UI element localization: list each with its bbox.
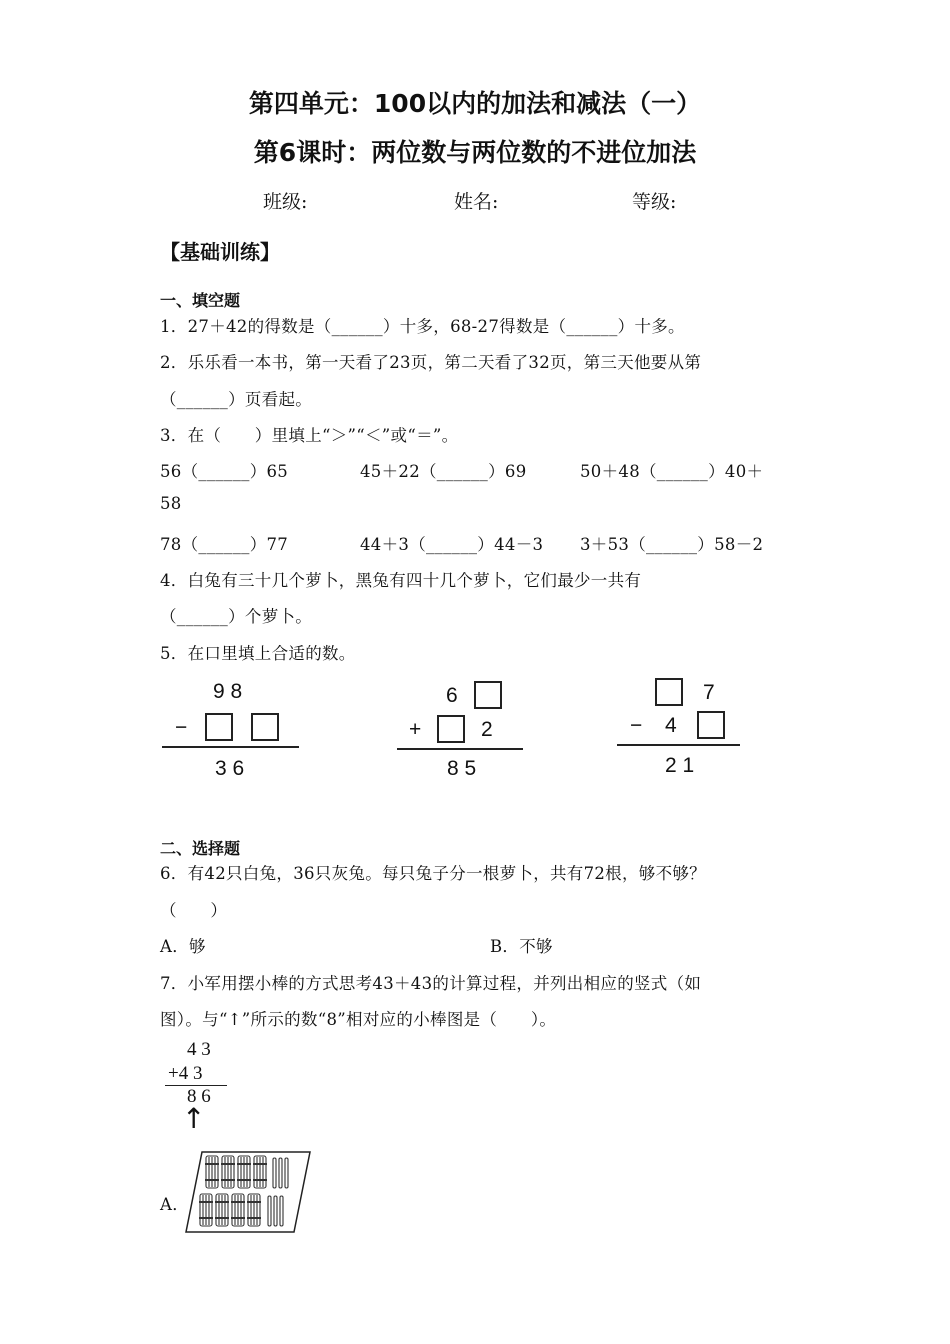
stick-bundle bbox=[205, 1156, 219, 1188]
answer-box[interactable] bbox=[205, 713, 233, 741]
sum-line bbox=[397, 748, 523, 750]
question-3: 3．在（ ）里填上“＞”“＜”或“＝”。 bbox=[160, 426, 459, 445]
answer-box[interactable] bbox=[474, 681, 502, 709]
question-4-line1: 4．白兔有三十几个萝卜，黑兔有四十几个萝卜，它们最少一共有 bbox=[160, 571, 642, 590]
compare-item: 78（______）77 bbox=[160, 535, 289, 554]
stick-bundle bbox=[247, 1194, 261, 1226]
sticks-bundle-picture[interactable] bbox=[184, 1150, 312, 1234]
compare-item: 56（______）65 bbox=[160, 462, 289, 481]
question-6-line1: 6．有42只白兔，36只灰兔。每只兔子分一根萝卜，共有72根，够不够？ bbox=[160, 864, 706, 883]
question-6-line2: （ ） bbox=[160, 901, 228, 920]
question-2-line1: 2．乐乐看一本书，第一天看了23页，第二天看了32页，第三天他要从第 bbox=[160, 353, 702, 372]
fig-top: 4 3 bbox=[187, 1039, 211, 1060]
grade-label: 等级: bbox=[632, 191, 677, 213]
stick-bundle bbox=[237, 1156, 251, 1188]
question-5: 5．在口里填上合适的数。 bbox=[160, 644, 356, 663]
stick-bundle bbox=[199, 1194, 213, 1226]
answer-box[interactable] bbox=[697, 711, 725, 739]
part2-heading: 二、选择题 bbox=[160, 839, 241, 858]
page-title: 第四单元：100以内的加法和减法（一） bbox=[248, 89, 702, 118]
page-subtitle: 第6课时：两位数与两位数的不进位加法 bbox=[253, 138, 697, 167]
compare-item: 50＋48（______）40＋ bbox=[580, 462, 764, 481]
plus-sign: + bbox=[409, 718, 422, 741]
question-1: 1．27＋42的得数是（______）十多，68-27得数是（______）十多。 bbox=[160, 317, 685, 336]
answer-box[interactable] bbox=[251, 713, 279, 741]
option-a-label[interactable]: A． bbox=[160, 1195, 190, 1214]
part1-heading: 一、填空题 bbox=[160, 291, 241, 310]
result-digits: 2 1 bbox=[665, 754, 695, 777]
arrow-up-icon: ↑ bbox=[182, 1102, 206, 1135]
fig-mid: +4 3 bbox=[168, 1063, 203, 1084]
answer-box[interactable] bbox=[437, 715, 465, 743]
option-b[interactable]: B．不够 bbox=[490, 937, 553, 956]
compare-item: 44＋3（______）44－3 bbox=[360, 535, 544, 554]
result-digits: 8 5 bbox=[447, 757, 477, 780]
stick-bundle bbox=[231, 1194, 245, 1226]
top-digit: 7 bbox=[703, 681, 715, 704]
minus-sign: − bbox=[630, 714, 643, 737]
top-digit: 6 bbox=[446, 684, 458, 707]
sum-line bbox=[617, 744, 740, 746]
minus-sign: − bbox=[175, 716, 188, 739]
compare-item: 3＋53（______）58－2 bbox=[580, 535, 764, 554]
stick-bundle bbox=[253, 1156, 267, 1188]
single-sticks bbox=[268, 1196, 283, 1226]
compare-item-wrap: 58 bbox=[160, 494, 182, 513]
answer-box[interactable] bbox=[655, 678, 683, 706]
compare-item: 45＋22（______）69 bbox=[360, 462, 527, 481]
question-4-line2: （______）个萝卜。 bbox=[160, 607, 313, 626]
section-title: 【基础训练】 bbox=[160, 240, 280, 264]
mid-digit: 2 bbox=[481, 718, 493, 741]
option-a[interactable]: A．够 bbox=[160, 937, 206, 956]
stick-bundle bbox=[221, 1156, 235, 1188]
stick-bundle bbox=[215, 1194, 229, 1226]
question-7-line1: 7．小军用摆小棒的方式思考43＋43的计算过程，并列出相应的竖式（如 bbox=[160, 974, 702, 993]
single-sticks bbox=[273, 1158, 288, 1188]
question-2-line2: （______）页看起。 bbox=[160, 390, 313, 409]
sum-line bbox=[162, 746, 299, 748]
fig-result: 8 6 bbox=[187, 1086, 211, 1107]
mid-digit: 4 bbox=[665, 714, 677, 737]
top-digits: 9 8 bbox=[213, 680, 243, 703]
result-digits: 3 6 bbox=[215, 757, 245, 780]
name-label: 姓名: bbox=[454, 191, 499, 213]
question-7-line2: 图）。与“↑”所示的数“8”相对应的小棒图是（ ）。 bbox=[160, 1010, 557, 1029]
class-label: 班级: bbox=[263, 191, 308, 213]
